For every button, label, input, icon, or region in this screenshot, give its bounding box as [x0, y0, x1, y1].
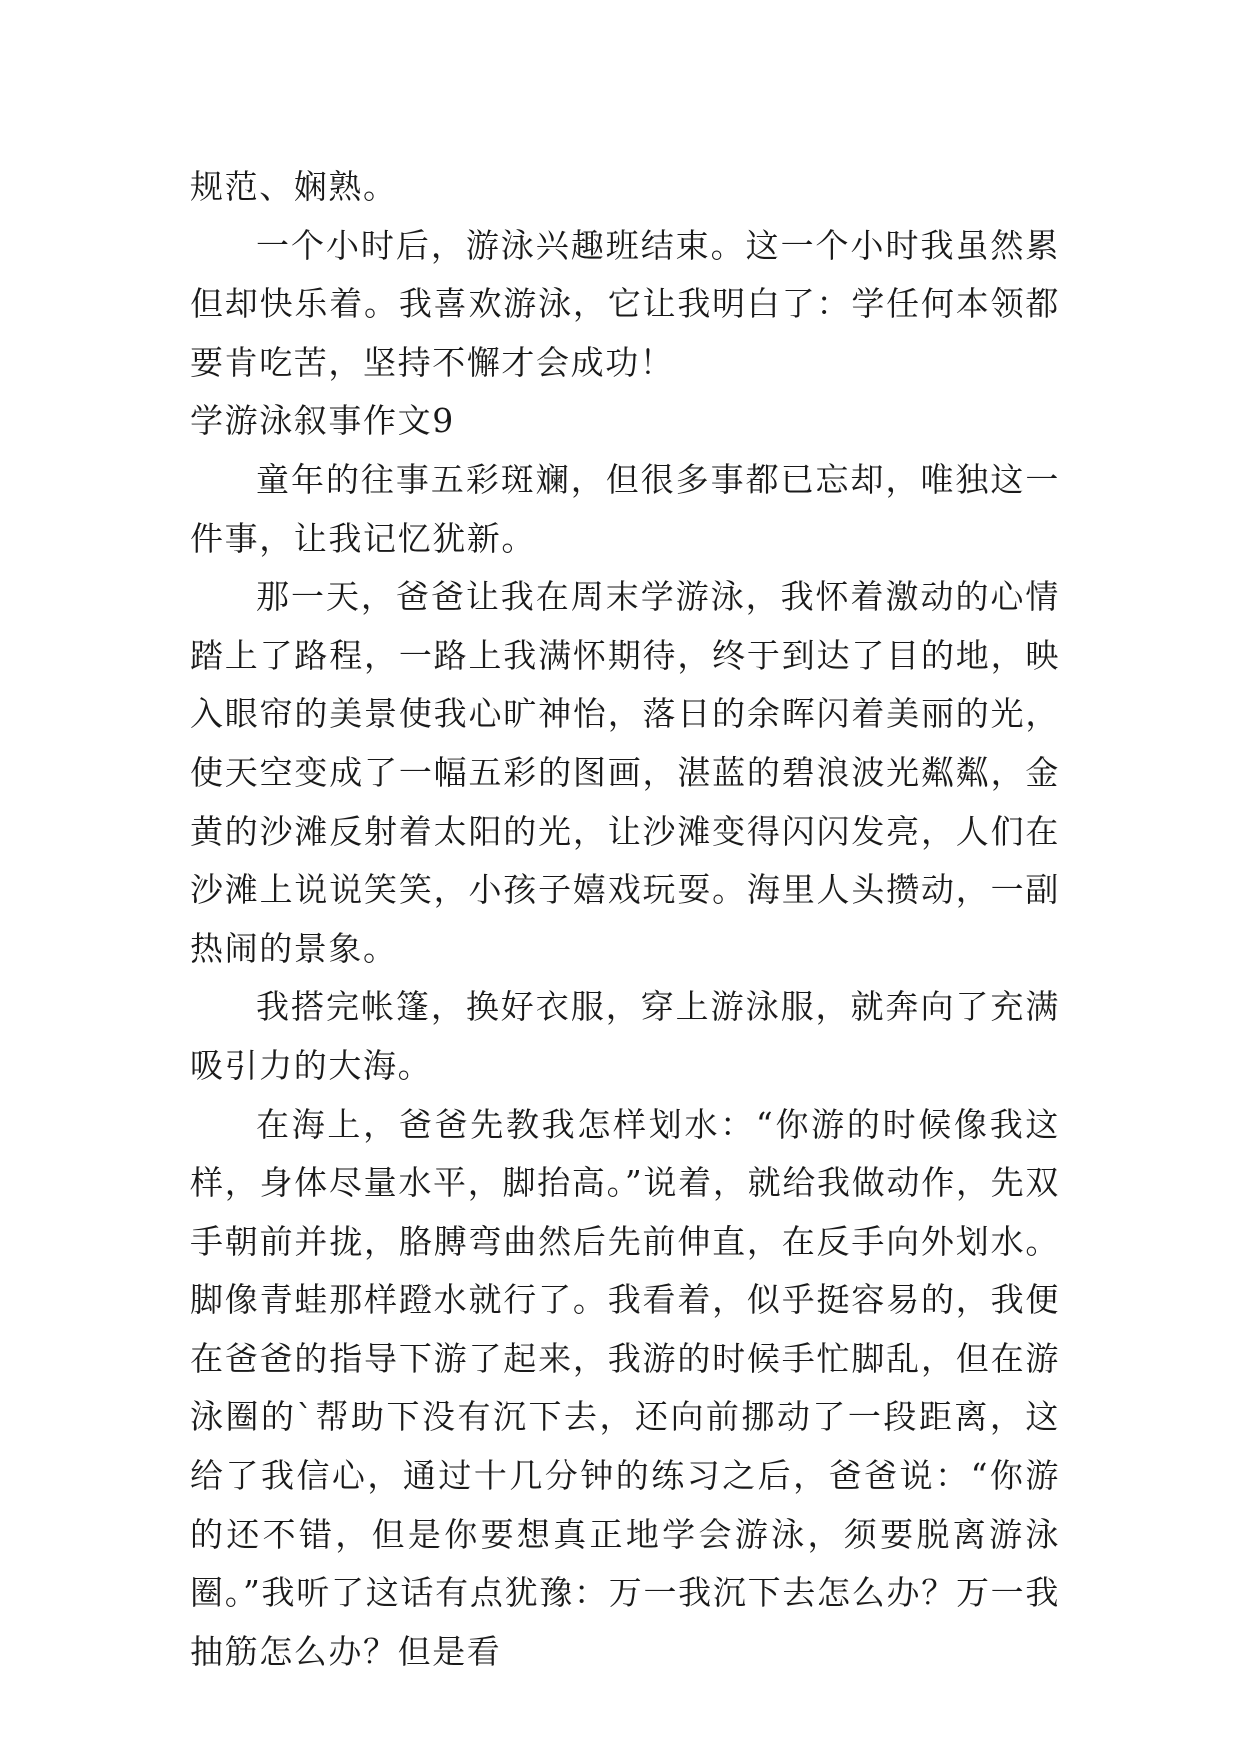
paragraph: 那一天，爸爸让我在周末学游泳，我怀着激动的心情踏上了路程，一路上我满怀期待，终于到达了目的地，映入眼帘的美景使我心旷神怡，落日的余晖闪着美丽的光，使天空变成了一幅五彩的图画，湛蓝的碧浪波光粼粼，金黄的沙滩反射着太阳的光，让沙滩变得闪闪发亮，人们在沙滩上说说笑笑，小孩子嬉戏玩耍。海里人头攒动，一副热闹的景象。	[190, 577, 1060, 968]
paragraph: 我搭完帐篷，换好衣服，穿上游泳服，就奔向了充满吸引力的大海。	[190, 987, 1060, 1085]
paragraph-continuation: 规范、娴熟。	[190, 167, 398, 206]
section-heading: 学游泳叙事作文9	[190, 401, 455, 441]
paragraph: 在海上，爸爸先教我怎样划水：“你游的时候像我这样，身体尽量水平，脚抬高。”说着，就给我做动作，先双手朝前并拢，胳膊弯曲然后先前伸直，在反手向外划水。脚像青蛙那样蹬水就行了。我看着，似乎挺容易的，我便在爸爸的指导下游了起来，我游的时候手忙脚乱，但在游泳圈的`帮助下没有沉下去，还向前挪动了一段距离，这给了我信心，通过十几分钟的练习之后，爸爸说：“你游的还不错，但是你要想真正地学会游泳，须要脱离游泳圈。”我听了这话有点犹豫：万一我沉下去怎么办？万一我抽筋怎么办？但是看	[190, 1104, 1060, 1671]
paragraph: 童年的往事五彩斑斓，但很多事都已忘却，唯独这一件事，让我记忆犹新。	[190, 459, 1060, 558]
paragraph: 一个小时后，游泳兴趣班结束。这一个小时我虽然累但却快乐着。我喜欢游泳，它让我明白了：学任何本领都要肯吃苦，坚持不懈才会成功！	[190, 225, 1060, 382]
document-page	[190, 158, 1060, 1681]
